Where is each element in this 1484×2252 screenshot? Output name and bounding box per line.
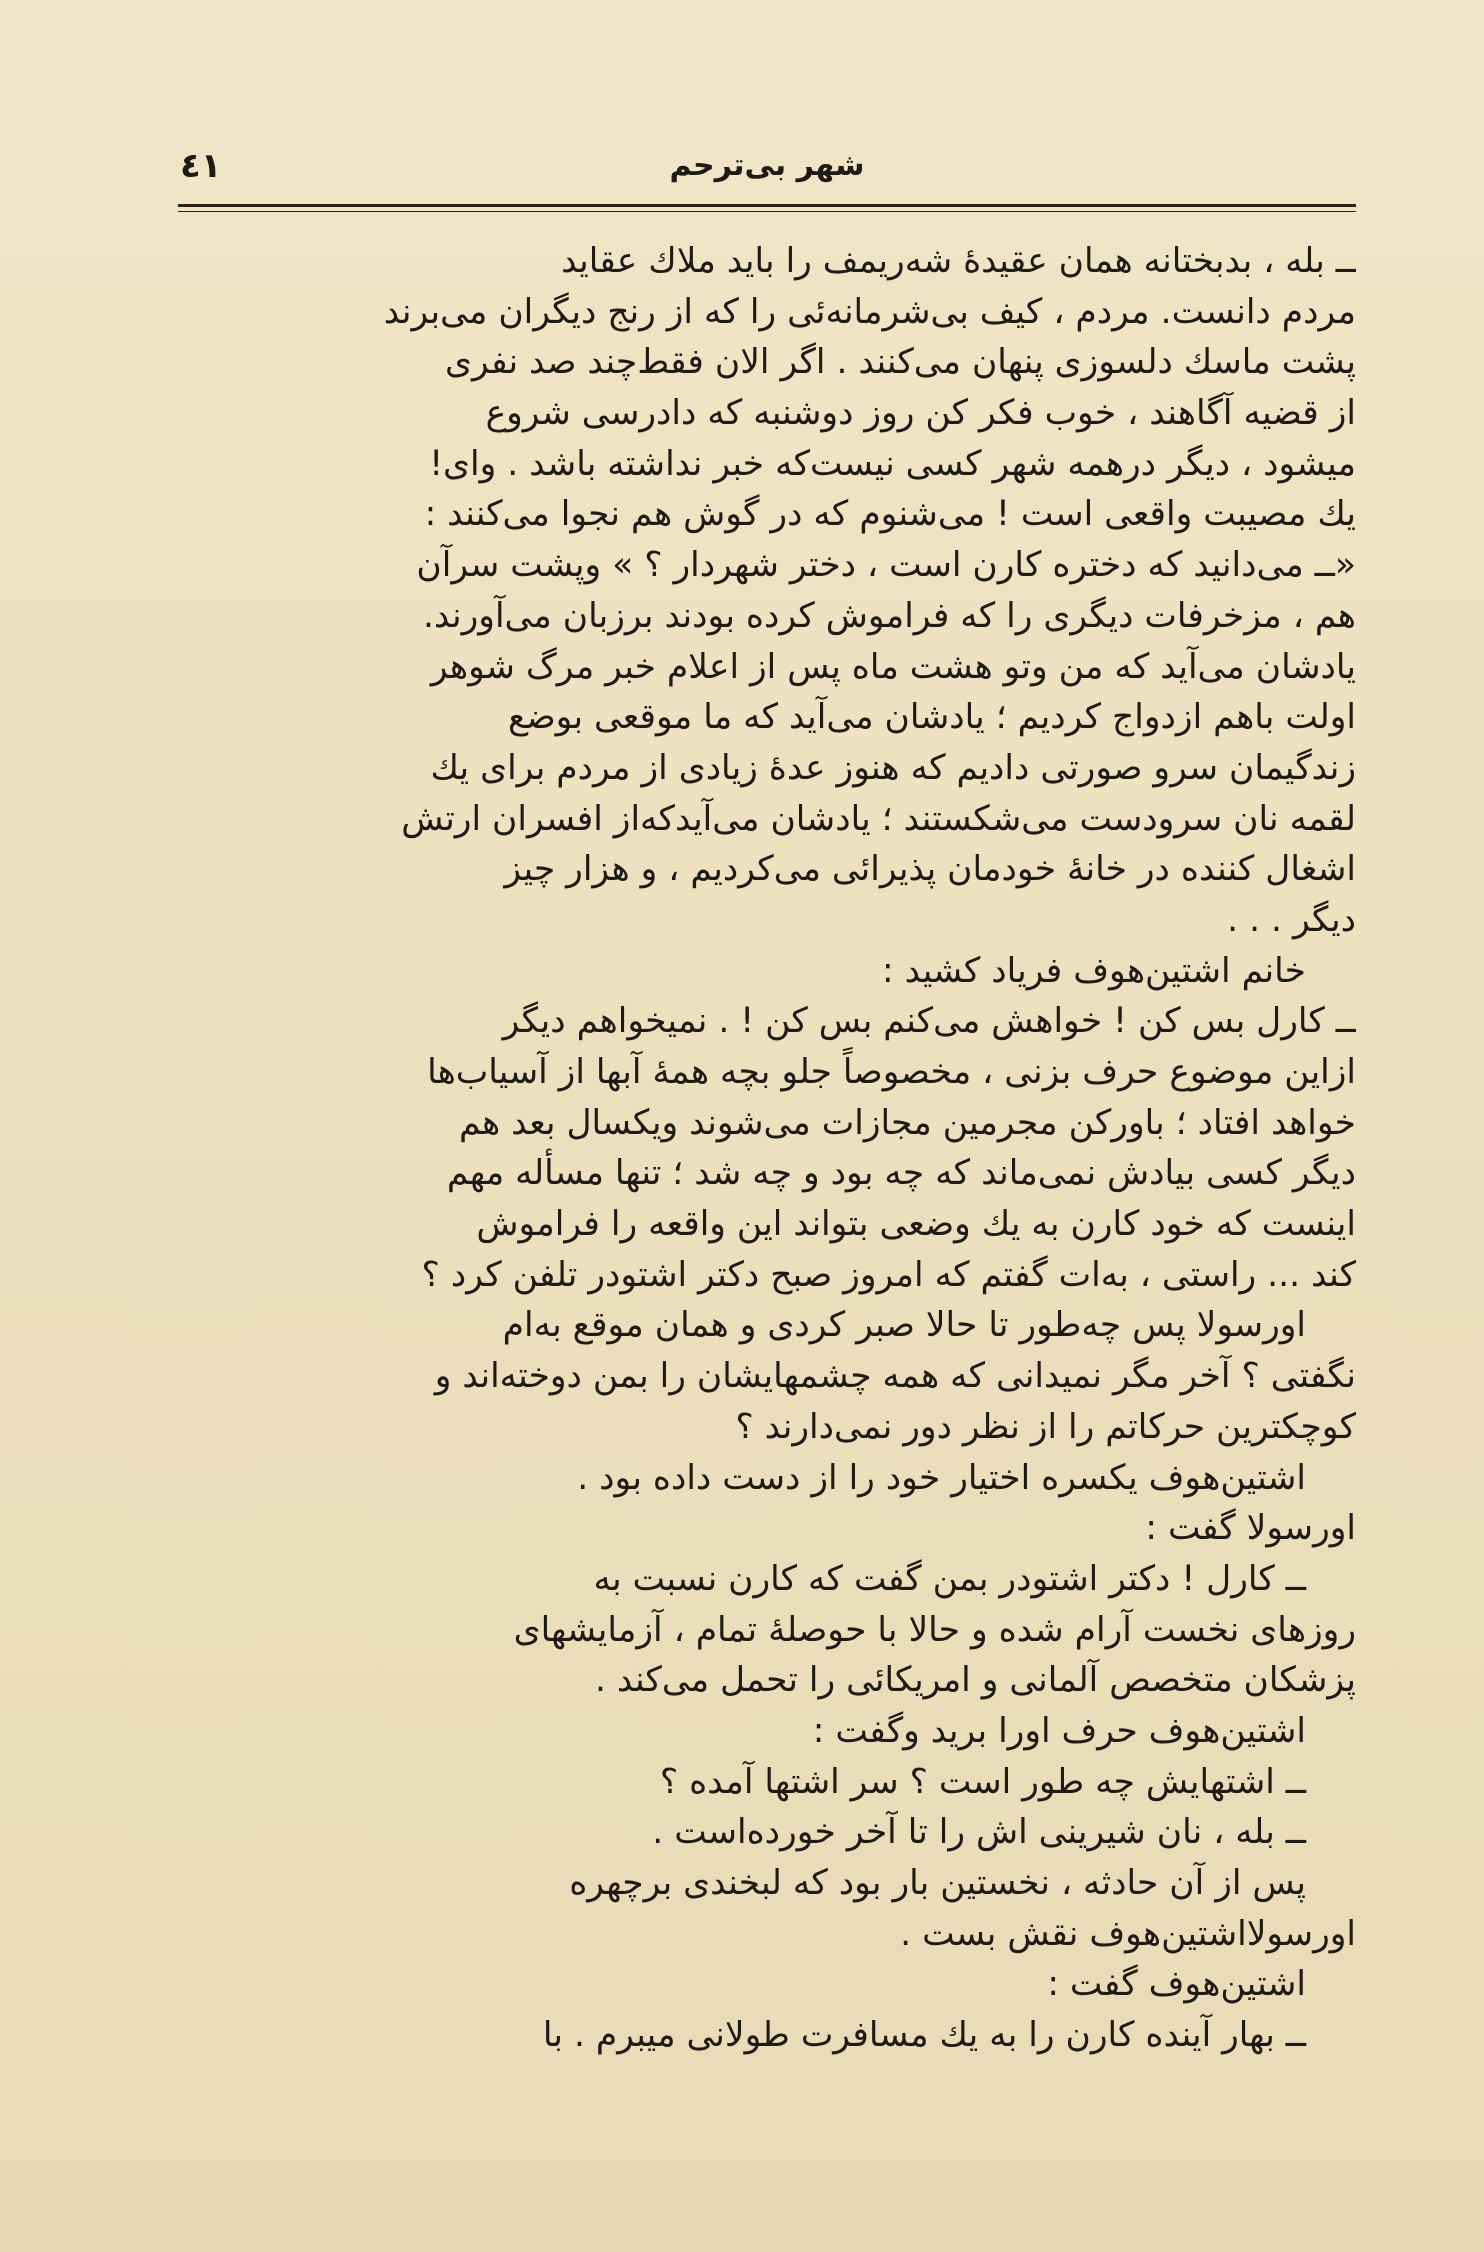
text-line: خانم اشتین‌هوف فریاد کشید : — [882, 950, 1306, 991]
text-line: اورسولااشتین‌هوف نقش بست . — [900, 1913, 1356, 1954]
text-line: اورسولا گفت : — [1145, 1508, 1356, 1549]
text-line: اولت باهم ازدواج کردیم ؛ یادشان می‌آید که ما موقعی بوضع — [508, 697, 1356, 738]
text-line: اورسولا پس چه‌طور تا حالا صبر کردی و همان موقع به‌ام — [502, 1305, 1306, 1346]
text-line: از قضیه آگاهند ، خوب فکر کن روز دوشنبه که دادرسی شروع — [485, 393, 1356, 434]
text-line: پس از آن حادثه ، نخستین بار بود که لبخندی برچهره — [569, 1863, 1306, 1903]
text-line: کوچکترین حرکاتم را از نظر دور نمی‌دارند ؟ — [735, 1406, 1356, 1447]
text-line: یك مصیبت واقعی است ! می‌شنوم که در گوش هم نجوا می‌کنند : — [424, 494, 1356, 535]
text-line: اینست که خود کارن به یك وضعی بتواند این واقعه را فراموش — [476, 1204, 1356, 1245]
text-line: یادشان می‌آید که من وتو هشت ماه پس از اعلام خبر مرگ شوهر — [430, 646, 1356, 687]
text-line: نگفتی ؟ آخر مگر نمیدانی که همه چشمهایشان را بمن دوخته‌اند و — [434, 1356, 1356, 1397]
body-text — [178, 236, 1356, 2061]
text-line: اشتین‌هوف گفت : — [1047, 1964, 1306, 2005]
text-line: کند ... راستی ، به‌ات گفتم که امروز صبح دکتر اشتودر تلفن کرد ؟ — [421, 1254, 1356, 1295]
header-rule — [178, 204, 1356, 212]
text-line: ــ کارل ! دکتر اشتودر بمن گفت که کارن نسبت به — [593, 1558, 1306, 1599]
text-line: ازاین موضوع حرف بزنی ، مخصوصاً جلو بچه همهٔ آبها از آسیاب‌ها — [427, 1052, 1356, 1092]
text-line: ــ بله ، نان شیرینی اش را تا آخر خورده‌است . — [652, 1812, 1306, 1853]
text-line: دیگر کسی بیادش نمی‌ماند که چه بود و چه شد ؛ تنها مسأله مهم — [446, 1153, 1356, 1194]
text-line: ــ اشتهایش چه طور است ؟ سر اشتها آمده ؟ — [659, 1761, 1306, 1802]
page-number: ٤١ — [180, 146, 222, 186]
text-line: «ــ می‌دانید که دختره کارن است ، دختر شهردار ؟ » وپشت سرآن — [416, 545, 1356, 586]
running-title: شهر بی‌ترحم — [669, 148, 865, 183]
text-line: میشود ، دیگر درهمه شهر کسی نیست‌که خبر نداشته باشد . وای! — [429, 443, 1356, 484]
text-line: پزشکان متخصص آلمانی و امریکائی را تحمل می‌کند . — [594, 1660, 1356, 1701]
text-line: اشغال کننده در خانهٔ خودمان پذیرائی می‌کردیم ، و هزار چیز — [504, 849, 1356, 890]
text-line: روزهای نخست آرام شده و حالا با حوصلهٔ تمام ، آزمایشهای — [513, 1609, 1356, 1650]
text-line: ــ بله ، بدبختانه همان عقیدهٔ شه‌ریمف را باید ملاك عقاید — [561, 241, 1356, 281]
text-line: ــ کارل بس کن ! خواهش می‌کنم بس کن ! . نمیخواهم دیگر — [502, 1001, 1356, 1042]
text-line: ــ بهار آینده کارن را به یك مسافرت طولانی میبرم . با — [542, 2015, 1306, 2056]
text-line: هم ، مزخرفات دیگری را که فراموش کرده بودند برزبان می‌آورند. — [422, 595, 1356, 636]
page-header — [180, 140, 1354, 196]
text-line: پشت ماسك دلسوزی پنهان می‌کنند . اگر الان فقط‌چند صد نفری — [444, 342, 1356, 383]
text-line: مردم دانست. مردم ، کیف بی‌شرمانه‌ئی را که از رنج دیگران می‌برند — [383, 291, 1356, 332]
text-line: دیگر . . . — [1227, 899, 1356, 940]
text-line: خواهد افتاد ؛ باورکن مجرمین مجازات می‌شوند ویکسال بعد هم — [459, 1102, 1356, 1143]
text-line: اشتین‌هوف حرف اورا برید وگفت : — [812, 1710, 1306, 1751]
text-line: لقمه نان سرودست می‌شکستند ؛ یادشان می‌آیدکه‌از افسران ارتش — [401, 798, 1356, 839]
text-line: اشتین‌هوف یکسره اختیار خود را از دست داده بود . — [577, 1457, 1306, 1498]
text-line: زندگیمان سرو صورتی دادیم که هنوز عدهٔ زیادی از مردم برای یك — [430, 747, 1356, 788]
